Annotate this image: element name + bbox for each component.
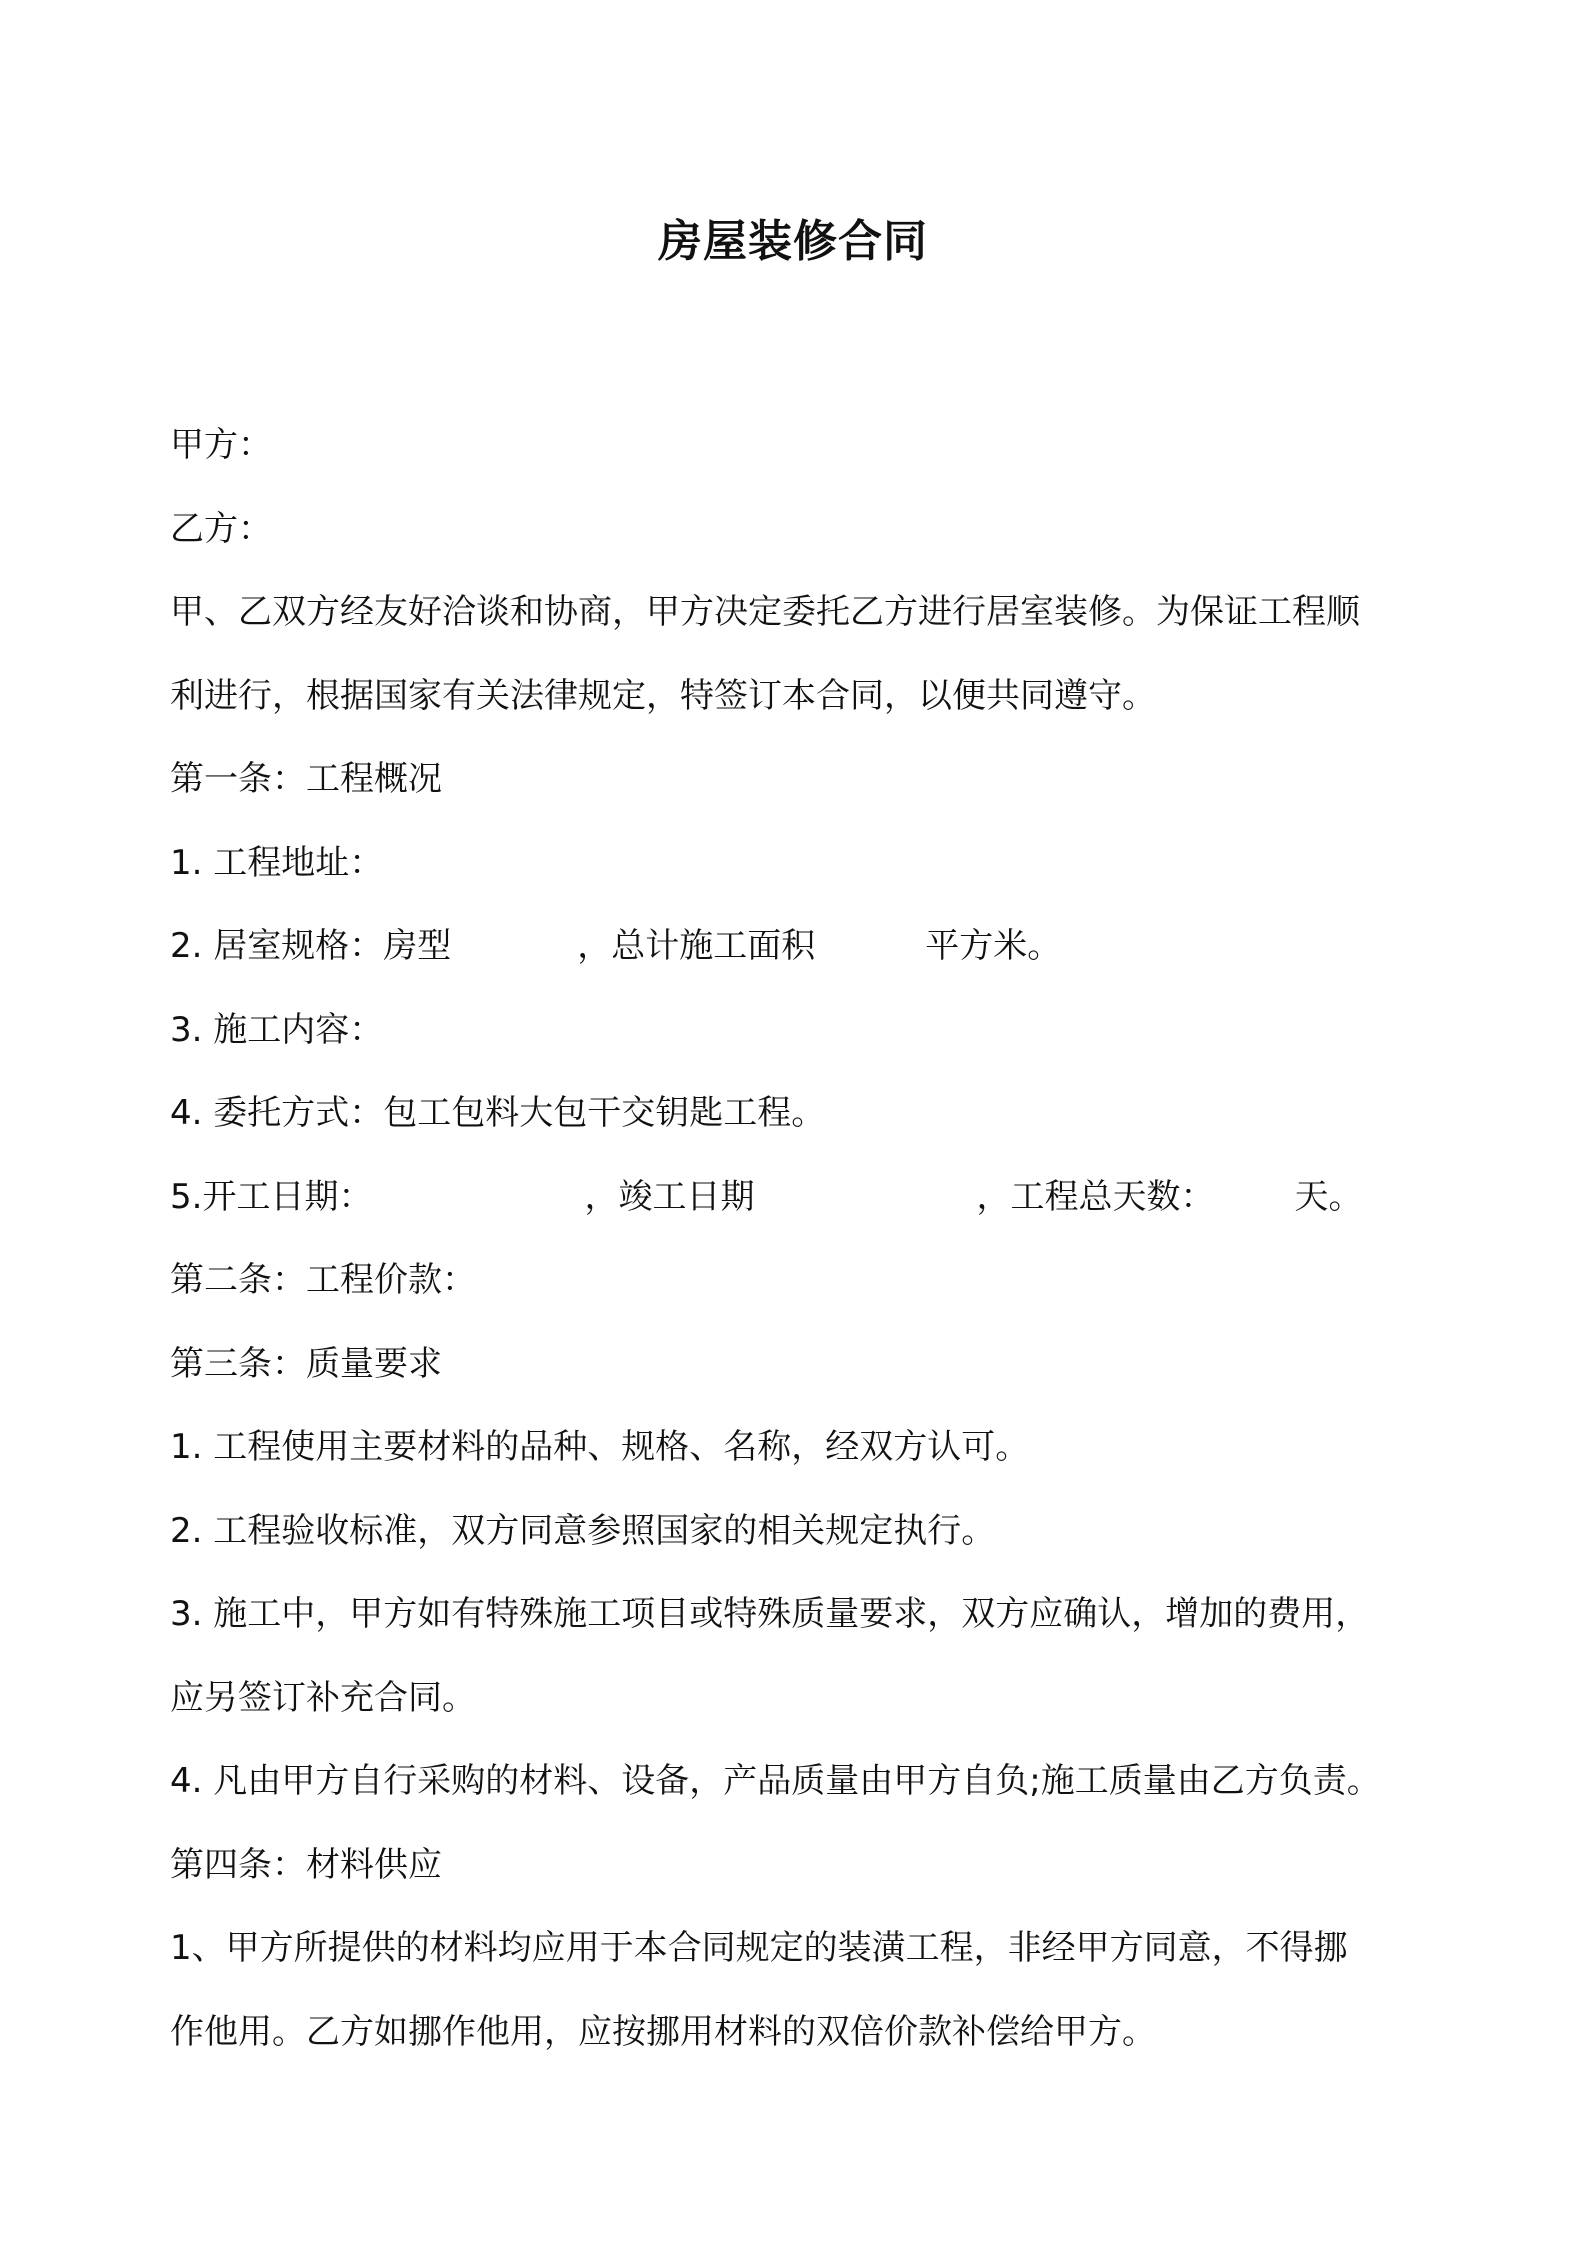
article3-heading: 第三条：质量要求 bbox=[170, 1343, 442, 1384]
article4-item1-line2: 作他用。乙方如挪作他用，应按挪用材料的双倍价款补偿给甲方。 bbox=[170, 2011, 1156, 2052]
article1-heading: 第一条：工程概况 bbox=[170, 759, 442, 799]
article3-item1: 1. 工程使用主要材料的品种、规格、名称，经双方认可。 bbox=[170, 1427, 1030, 1467]
party-a-line: 甲方： bbox=[170, 425, 272, 465]
article1-item2-area-label: ，总计施工面积 bbox=[577, 926, 816, 966]
article1-item2-room-type: 2. 居室规格：房型 bbox=[170, 926, 452, 966]
article3-item3-line1: 3. 施工中，甲方如有特殊施工项目或特殊质量要求，双方应确认，增加的费用， bbox=[170, 1594, 1370, 1634]
article1-item3: 3. 施工内容： bbox=[170, 1009, 384, 1050]
article3-item3-line2: 应另签订补充合同。 bbox=[170, 1677, 476, 1718]
article3-item4: 4. 凡由甲方自行采购的材料、设备，产品质量由甲方自负;施工质量由乙方负责。 bbox=[170, 1761, 1381, 1801]
article1-item2 bbox=[170, 905, 1470, 989]
article1-item5 bbox=[170, 1156, 1470, 1240]
article1-item5-days-unit: 天。 bbox=[1294, 1176, 1363, 1217]
article1-item4: 4. 委托方式：包工包料大包干交钥匙工程。 bbox=[170, 1093, 826, 1133]
preamble-line-1: 甲、乙双方经友好洽谈和协商，甲方决定委托乙方进行居室装修。为保证工程顺 bbox=[170, 592, 1360, 632]
article2-heading: 第二条：工程价款： bbox=[170, 1260, 476, 1300]
article1-item5-days-label: ，工程总天数： bbox=[976, 1176, 1215, 1217]
article4-heading: 第四条：材料供应 bbox=[170, 1844, 442, 1885]
preamble-line-2: 利进行，根据国家有关法律规定，特签订本合同，以便共同遵守。 bbox=[170, 675, 1156, 716]
party-b-line: 乙方： bbox=[170, 508, 272, 549]
article4-item1-line1: 1、甲方所提供的材料均应用于本合同规定的装潢工程，非经甲方同意，不得挪 bbox=[170, 1928, 1348, 1968]
article1-item5-end-label: ，竣工日期 bbox=[584, 1176, 755, 1217]
contract-body bbox=[170, 404, 1470, 2074]
article1-item1: 1. 工程地址： bbox=[170, 842, 384, 883]
article1-item2-unit: 平方米。 bbox=[925, 926, 1062, 966]
article3-item2: 2. 工程验收标准，双方同意参照国家的相关规定执行。 bbox=[170, 1510, 996, 1551]
article1-item5-start-label: 5.开工日期： bbox=[170, 1176, 373, 1217]
document-title: 房屋装修合同 bbox=[658, 216, 928, 267]
